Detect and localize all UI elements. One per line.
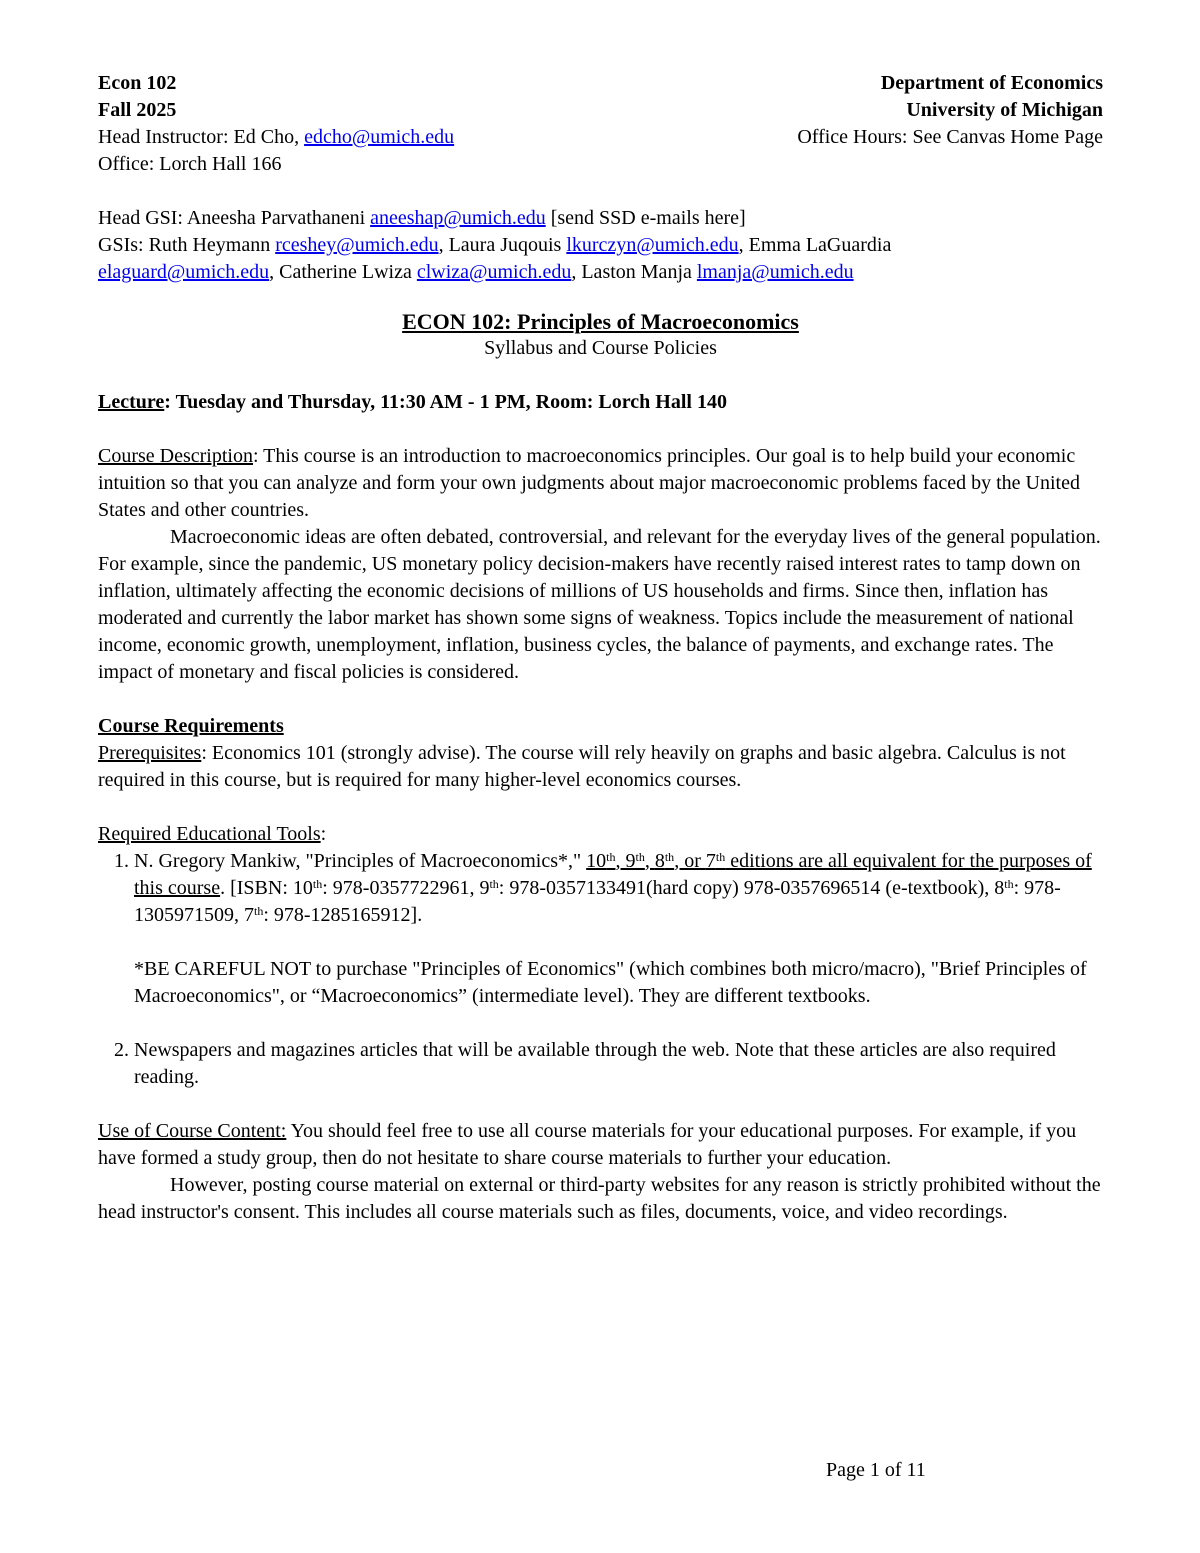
header-row-2 xyxy=(98,97,1103,124)
edition-note: 10th, 9th, 8th, or 7th editions are all equivalent for the purposes of this course xyxy=(134,850,1092,899)
prerequisites-label: Prerequisites xyxy=(98,742,202,764)
office: Office: Lorch Hall 166 xyxy=(98,153,282,175)
usage-text: You should feel free to use all course materials for your educational purposes. For example, if you have formed a study group, then do not hesitate to share course materials to further your education. xyxy=(98,1120,1077,1169)
tools-label: Required Educational Tools xyxy=(98,823,321,845)
lecture-text: : Tuesday and Thursday, 11:30 AM - 1 PM, Room: Lorch Hall 140 xyxy=(164,391,727,413)
head-gsi-note: [send SSD e-mails here] xyxy=(545,207,746,229)
prerequisites-text: : Economics 101 (strongly advise). The course will rely heavily on graphs and basic algebra. Calculus is not required in this course, but is required for many higher-level economics courses. xyxy=(98,742,1066,791)
tools-list xyxy=(98,848,1103,1091)
head-gsi-email-link[interactable]: aneeshap@umich.edu xyxy=(370,207,546,229)
page-subtitle: Syllabus and Course Policies xyxy=(484,337,717,359)
list-item xyxy=(134,848,1103,1037)
page-title: ECON 102: Principles of Macroeconomics xyxy=(402,309,799,334)
page-number: Page 1 of 11 xyxy=(826,1459,926,1481)
usage-label: Use of Course Content: xyxy=(98,1120,287,1142)
usage-paragraph-2: However, posting course material on external or third-party websites for any reason is strictly prohibited without the head instructor's consent. This includes all course materials such as files, documents, voice, and video recordings. xyxy=(98,1174,1101,1223)
lecture-line xyxy=(98,389,1103,416)
gsi-name: , Laura Juqouis xyxy=(438,234,567,256)
gsi-email-link[interactable]: clwiza@umich.edu xyxy=(416,261,572,283)
header-row-3 xyxy=(98,124,1103,151)
university: University of Michigan xyxy=(906,99,1103,121)
instructor-label: Head Instructor: Ed Cho, xyxy=(98,126,305,148)
purchase-warning: *BE CAREFUL NOT to purchase "Principles of Economics" (which combines both micro/macro), "Brief Principles of Macroeconomics", or “Macroeconomics” (intermediate level). They are different textbooks. xyxy=(134,958,1087,1007)
list-item: 2. Newspapers and magazines articles that will be available through the web. Note that these articles are also required reading. xyxy=(134,1037,1103,1091)
description-paragraph xyxy=(98,443,1103,524)
page-content xyxy=(98,70,1103,1226)
requirements-heading: Course Requirements xyxy=(98,715,284,737)
tools-heading: Required Educational Tools: xyxy=(98,823,327,845)
description-text: : This course is an introduction to macroeconomics principles. Our goal is to help build your economic intuition so that you can analyze and form your own judgments about major macroeconomic problems faced by the United States and other countries. xyxy=(98,445,1080,521)
gsi-name: , Catherine Lwiza xyxy=(269,261,417,283)
course-code: Econ 102 xyxy=(98,72,177,94)
head-gsi-label: Head GSI: Aneesha Parvathaneni xyxy=(98,207,371,229)
instructor-line xyxy=(98,124,454,151)
gsi-email-link[interactable]: rceshey@umich.edu xyxy=(275,234,439,256)
gsi-email-link[interactable]: elaguard@umich.edu xyxy=(98,261,270,283)
gsi-email-link[interactable]: lkurczyn@umich.edu xyxy=(566,234,739,256)
instructor-email-link[interactable]: edcho@umich.edu xyxy=(304,126,455,148)
gsis-paragraph xyxy=(98,232,1103,286)
department: Department of Economics xyxy=(880,72,1103,94)
prerequisites-paragraph xyxy=(98,740,1103,794)
office-hours: Office Hours: See Canvas Home Page xyxy=(797,126,1103,148)
description-paragraph-2: Macroeconomic ideas are often debated, controversial, and relevant for the everyday lives of the general population. For example, since the pandemic, US monetary policy decision-makers have recently raised interest rates to tamp down on inflation, ultimately affecting the economic decisions of millions of US households and firms. Since then, inflation has moderated and currently the labor market has shown some signs of weakness. Topics include the measurement of national income, economic growth, unemployment, inflation, business cycles, the balance of payments, and exchange rates. The impact of monetary and fiscal policies is considered. xyxy=(98,526,1101,683)
gsi-name: , Laston Manja xyxy=(571,261,697,283)
lecture-label: Lecture xyxy=(98,391,165,413)
description-label: Course Description xyxy=(98,445,253,467)
usage-paragraph xyxy=(98,1118,1103,1172)
header-row-1 xyxy=(98,70,1103,97)
gsis-label: GSIs: Ruth Heymann xyxy=(98,234,276,256)
gsi-name: , Emma LaGuardia xyxy=(738,234,892,256)
head-gsi-line xyxy=(98,205,1103,232)
term: Fall 2025 xyxy=(98,99,177,121)
gsi-email-link[interactable]: lmanja@umich.edu xyxy=(696,261,854,283)
textbook-citation: N. Gregory Mankiw, "Principles of Macroeconomics*," 10th, 9th, 8th, or 7th editions are all equivalent for the purposes of this course. [ISBN: 10th: 978-0357722961, 9th: 978-0357133491(hard copy) 978-0357696514 (e-textbook), 8th: 978-1305971509, 7th: 978-1285165912]. xyxy=(134,850,1092,926)
